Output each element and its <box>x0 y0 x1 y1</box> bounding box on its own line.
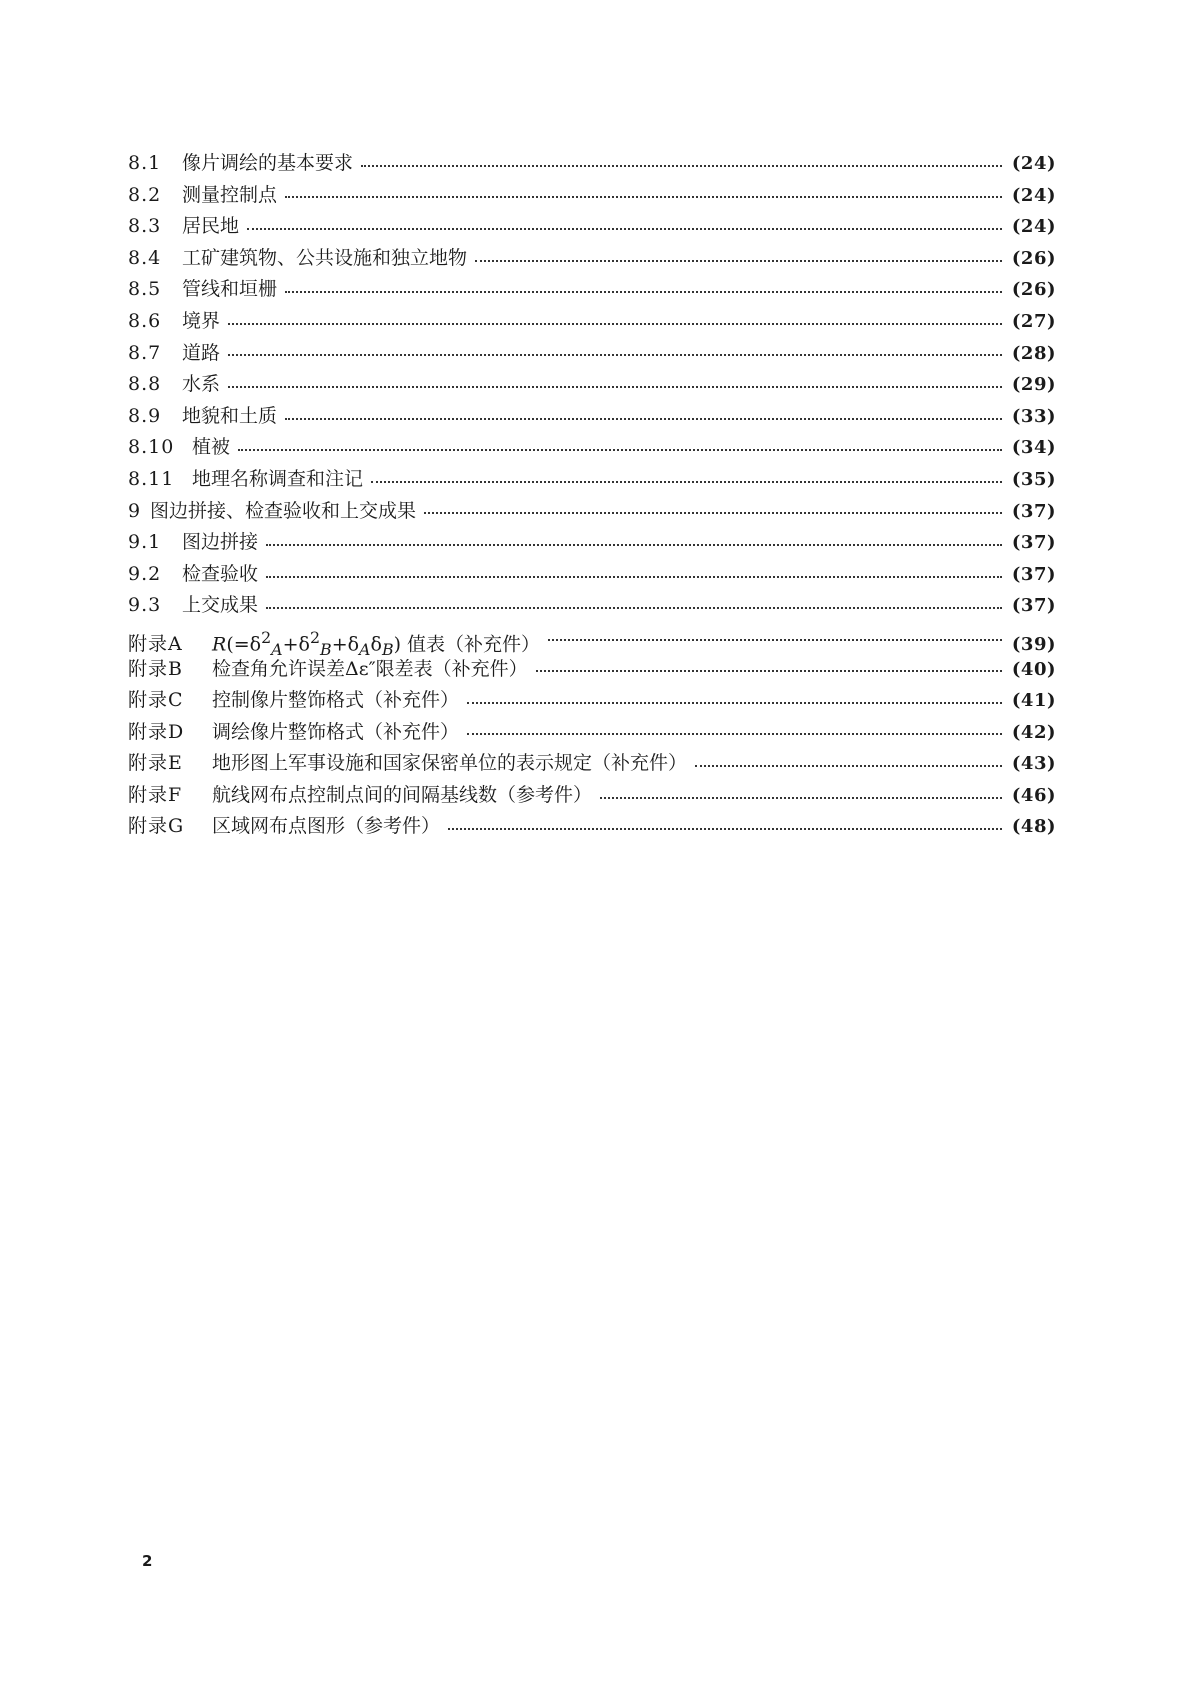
toc-entry[interactable] <box>128 496 1056 528</box>
toc-entry-page: (37) <box>1011 595 1056 617</box>
toc-entry-page: (28) <box>1011 342 1056 364</box>
toc-entry-number: 附录A <box>128 633 183 656</box>
toc-entry[interactable] <box>128 811 1056 843</box>
toc-entry-title: 测量控制点 <box>182 183 278 206</box>
toc-entry[interactable] <box>128 622 1056 660</box>
dot-leader <box>536 670 1002 672</box>
toc-entry[interactable] <box>128 148 1056 180</box>
toc-entry-page: (46) <box>1011 784 1056 806</box>
toc-entry-title: 控制像片整饰格式（补充件） <box>212 689 460 712</box>
toc-entry-page: (27) <box>1011 310 1056 332</box>
dot-leader <box>600 797 1002 799</box>
toc-entry-number: 8.3 <box>128 215 162 238</box>
toc-entry-page: (37) <box>1011 532 1056 554</box>
toc-entry-title-suffix: 值表（补充件） <box>407 633 541 656</box>
toc-entry-number: 附录E <box>128 752 183 775</box>
toc-entry-title: 航线网布点控制点间的间隔基线数（参考件） <box>212 783 593 806</box>
toc-entry-page: (39) <box>1011 634 1056 656</box>
toc-entry-title: 像片调绘的基本要求 <box>182 152 354 174</box>
toc-entry-page: (24) <box>1011 153 1056 174</box>
toc-entry-number: 9 <box>128 499 142 522</box>
toc-entry-number: 8.4 <box>128 246 162 269</box>
toc-entry-number: 8.1 <box>128 152 162 174</box>
toc-entry-page: (34) <box>1011 437 1056 459</box>
toc-entry-number: 8.7 <box>128 341 162 364</box>
toc-entry-page: (41) <box>1011 690 1056 712</box>
toc-entry-title: 检查验收 <box>182 562 259 585</box>
toc-entry-number: 9.1 <box>128 531 162 554</box>
dot-leader <box>285 196 1002 198</box>
dot-leader <box>448 828 1002 830</box>
toc-entry-title: 工矿建筑物、公共设施和独立地物 <box>182 246 468 269</box>
toc-entry[interactable] <box>128 464 1056 496</box>
page-number: 2 <box>142 1552 153 1570</box>
toc-entry-title: 上交成果 <box>182 594 259 617</box>
toc-entry-number: 8.8 <box>128 373 162 396</box>
toc-entry-number: 附录B <box>128 657 183 680</box>
toc-entry-page: (26) <box>1011 279 1056 301</box>
dot-leader <box>285 291 1002 293</box>
toc-entry[interactable] <box>128 180 1056 212</box>
toc-entry[interactable] <box>128 401 1056 433</box>
toc-entry-number: 9.2 <box>128 562 162 585</box>
toc-entry[interactable] <box>128 559 1056 591</box>
dot-leader <box>266 607 1002 609</box>
toc-entry-number: 附录G <box>128 815 185 838</box>
dot-leader <box>228 354 1002 356</box>
toc-entry-title: 道路 <box>182 341 221 364</box>
toc-entry[interactable] <box>128 211 1056 243</box>
table-of-contents <box>128 148 1056 843</box>
toc-entry[interactable] <box>128 685 1056 717</box>
toc-entry-page: (48) <box>1011 816 1056 838</box>
toc-entry-title: 区域网布点图形（参考件） <box>212 815 441 838</box>
toc-entry-page: (24) <box>1011 216 1056 238</box>
dot-leader <box>695 765 1002 767</box>
toc-entry[interactable] <box>128 590 1056 622</box>
toc-entry-page: (40) <box>1011 658 1056 680</box>
toc-entry-page: (37) <box>1011 563 1056 585</box>
toc-entry-title: $R(=\delta^2_A+\delta^2_B+\delta_A\delta_B)$ 值表（补充件） <box>212 627 541 660</box>
toc-entry-number: 附录C <box>128 689 184 712</box>
dot-leader <box>548 639 1002 641</box>
toc-entry-title: 调绘像片整饰格式（补充件） <box>212 720 460 743</box>
dot-leader <box>371 481 1002 483</box>
toc-entry-page: (26) <box>1011 247 1056 269</box>
toc-entry-number: 8.10 <box>128 436 175 459</box>
toc-entry-title: 检查角允许误差Δε″限差表（补充件） <box>212 657 528 680</box>
toc-entry-page: (24) <box>1011 184 1056 206</box>
dot-leader <box>467 702 1002 704</box>
toc-entry-number: 附录F <box>128 783 183 806</box>
toc-entry-title: 植被 <box>192 436 231 459</box>
toc-entry-title: 居民地 <box>182 215 240 238</box>
toc-entry-number: 8.2 <box>128 183 162 206</box>
toc-entry-number: 8.6 <box>128 309 162 332</box>
toc-entry-page: (29) <box>1011 374 1056 396</box>
dot-leader <box>228 323 1002 325</box>
toc-entry-page: (37) <box>1011 500 1056 522</box>
dot-leader <box>238 449 1002 451</box>
toc-entry[interactable] <box>128 780 1056 812</box>
dot-leader <box>424 512 1002 514</box>
dot-leader <box>475 260 1002 262</box>
toc-entry-page: (35) <box>1011 468 1056 490</box>
toc-entry[interactable] <box>128 274 1056 306</box>
dot-leader <box>247 228 1002 230</box>
toc-entry-number: 附录D <box>128 720 185 743</box>
toc-entry-title: 境界 <box>182 309 221 332</box>
toc-entry-title: 水系 <box>182 373 221 396</box>
toc-entry[interactable] <box>128 243 1056 275</box>
toc-entry-page: (42) <box>1011 721 1056 743</box>
toc-entry[interactable] <box>128 432 1056 464</box>
toc-entry-title: 图边拼接 <box>182 531 259 554</box>
toc-entry[interactable] <box>128 748 1056 780</box>
toc-entry-title: 地形图上军事设施和国家保密单位的表示规定（补充件） <box>212 752 688 775</box>
dot-leader <box>467 733 1002 735</box>
toc-entry[interactable] <box>128 717 1056 749</box>
dot-leader <box>266 544 1002 546</box>
toc-entry-number: 8.9 <box>128 404 162 427</box>
dot-leader <box>285 418 1002 420</box>
toc-entry-title: 管线和垣栅 <box>182 278 278 301</box>
toc-entry-number: 8.5 <box>128 278 162 301</box>
toc-entry-number: 9.3 <box>128 594 162 617</box>
toc-entry-page: (43) <box>1011 753 1056 775</box>
dot-leader <box>228 386 1002 388</box>
toc-entry-title: 地理名称调查和注记 <box>192 467 364 490</box>
dot-leader <box>266 576 1002 578</box>
toc-entry[interactable] <box>128 306 1056 338</box>
toc-entry-title: 图边拼接、检查验收和上交成果 <box>150 499 417 522</box>
dot-leader <box>361 165 1002 167</box>
toc-entry[interactable] <box>128 338 1056 370</box>
toc-entry[interactable] <box>128 654 1056 686</box>
toc-entry-title: 地貌和土质 <box>182 404 278 427</box>
toc-entry[interactable] <box>128 369 1056 401</box>
formula-r: R <box>212 633 227 656</box>
toc-entry-number: 8.11 <box>128 467 175 490</box>
toc-entry-page: (33) <box>1011 405 1056 427</box>
toc-entry[interactable] <box>128 527 1056 559</box>
